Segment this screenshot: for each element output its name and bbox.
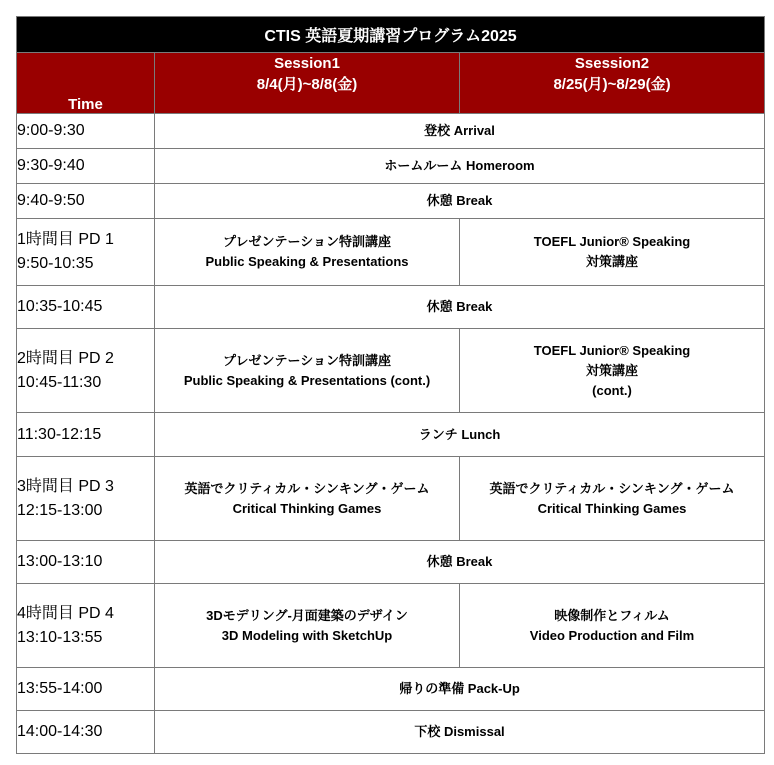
activity-jp: プレゼンテーション特訓講座 bbox=[223, 352, 391, 368]
activity-cell: 登校 Arrival bbox=[155, 114, 765, 149]
activity-jp: 3Dモデリング-月面建築のデザイン bbox=[206, 607, 408, 623]
table-row bbox=[17, 711, 765, 754]
time-cell: 9:00-9:30 bbox=[17, 114, 155, 149]
session2-activity bbox=[460, 219, 765, 286]
activity-en: Video Production and Film bbox=[529, 627, 695, 643]
activity-jp: 映像制作とフィルム bbox=[554, 607, 670, 623]
activity-en: Critical Thinking Games bbox=[232, 500, 382, 516]
activity-jp: プレゼンテーション特訓講座 bbox=[223, 234, 391, 249]
time-cell: 11:30-12:15 bbox=[17, 413, 155, 457]
table-row bbox=[17, 329, 765, 413]
session2-activity bbox=[460, 329, 765, 413]
period-label: 3時間目 PD 3 bbox=[17, 477, 114, 495]
table-row bbox=[17, 584, 765, 668]
session1-activity bbox=[155, 584, 460, 668]
table-row bbox=[17, 149, 765, 184]
session1-header bbox=[155, 53, 460, 114]
time-cell: 14:00-14:30 bbox=[17, 711, 155, 754]
time-cell: 13:55-14:00 bbox=[17, 668, 155, 711]
activity-en: Public Speaking & Presentations bbox=[205, 254, 409, 269]
time-cell: 13:00-13:10 bbox=[17, 541, 155, 584]
time-cell bbox=[17, 457, 155, 541]
table-row bbox=[17, 668, 765, 711]
session1-activity bbox=[155, 329, 460, 413]
activity-cell: ランチ Lunch bbox=[155, 413, 765, 457]
activity-cell: 下校 Dismissal bbox=[155, 711, 765, 754]
title-row bbox=[17, 17, 765, 53]
table-row bbox=[17, 413, 765, 457]
activity-cell: 帰りの準備 Pack-Up bbox=[155, 668, 765, 711]
table-row bbox=[17, 286, 765, 329]
page-title: CTIS 英語夏期講習プログラム2025 bbox=[17, 17, 765, 53]
activity-cell: 休憩 Break bbox=[155, 541, 765, 584]
header-row bbox=[17, 53, 765, 114]
table-row bbox=[17, 457, 765, 541]
time-cell: 9:30-9:40 bbox=[17, 149, 155, 184]
session2-activity bbox=[460, 457, 765, 541]
session1-activity bbox=[155, 219, 460, 286]
activity-en: Critical Thinking Games bbox=[537, 500, 687, 516]
activity-line2: 対策講座 bbox=[586, 254, 639, 269]
period-time: 9:50-10:35 bbox=[17, 255, 94, 272]
activity-en: Public Speaking & Presentations (cont.) bbox=[183, 372, 431, 388]
period-label: 4時間目 PD 4 bbox=[17, 604, 114, 622]
period-time: 13:10-13:55 bbox=[17, 628, 103, 646]
time-cell bbox=[17, 329, 155, 413]
table-row bbox=[17, 219, 765, 286]
session2-dates: 8/25(月)~8/29(金) bbox=[553, 76, 671, 93]
time-cell bbox=[17, 584, 155, 668]
table-row bbox=[17, 184, 765, 219]
activity-jp: 英語でクリティカル・シンキング・ゲーム bbox=[489, 480, 735, 496]
period-time: 10:45-11:30 bbox=[17, 373, 102, 391]
period-time: 12:15-13:00 bbox=[17, 501, 103, 519]
session1-name: Session1 bbox=[274, 55, 340, 72]
activity-line1: TOEFL Junior® Speaking bbox=[533, 234, 691, 249]
time-column-header: Time bbox=[17, 53, 155, 114]
time-cell: 9:40-9:50 bbox=[17, 184, 155, 219]
activity-cell: ホームルーム Homeroom bbox=[155, 149, 765, 184]
schedule-table bbox=[16, 16, 765, 754]
session2-name: Ssession2 bbox=[574, 55, 650, 72]
session1-dates: 8/4(月)~8/8(金) bbox=[256, 76, 358, 93]
session2-header bbox=[460, 53, 765, 114]
time-cell bbox=[17, 219, 155, 286]
activity-en: 3D Modeling with SketchUp bbox=[221, 627, 393, 643]
activity-line2: 対策講座 bbox=[586, 362, 639, 378]
activity-cell: 休憩 Break bbox=[155, 286, 765, 329]
activity-cell: 休憩 Break bbox=[155, 184, 765, 219]
session1-activity bbox=[155, 457, 460, 541]
table-row bbox=[17, 541, 765, 584]
period-label: 2時間目 PD 2 bbox=[17, 349, 114, 367]
activity-line3: (cont.) bbox=[592, 382, 632, 398]
table-row bbox=[17, 114, 765, 149]
activity-line1: TOEFL Junior® Speaking bbox=[533, 342, 691, 358]
activity-jp: 英語でクリティカル・シンキング・ゲーム bbox=[184, 480, 430, 496]
time-cell: 10:35-10:45 bbox=[17, 286, 155, 329]
period-label: 1時間目 PD 1 bbox=[17, 231, 114, 248]
session2-activity bbox=[460, 584, 765, 668]
